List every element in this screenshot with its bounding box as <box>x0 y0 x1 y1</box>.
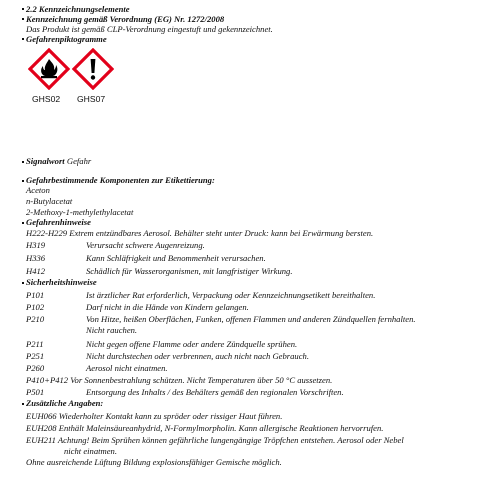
bullet <box>22 8 24 10</box>
hazard-text: Verursacht schwere Augenreizung. <box>86 240 205 250</box>
bullet <box>22 222 24 224</box>
hazard-code: H412 <box>26 266 46 276</box>
precaution-code: P501 <box>26 387 45 397</box>
hazard-code: H222-H229 <box>26 228 68 238</box>
bullet <box>22 282 24 284</box>
hazard-statement <box>26 228 373 238</box>
precaution-text: Von Hitze, heißen Oberflächen, Funken, offenen Flammen und anderen Zündquellen fernhalten. <box>86 314 416 324</box>
classification-note: Das Produkt ist gemäß CLP-Verordnung eingestuft und gekennzeichnet. <box>26 24 273 34</box>
additional-heading: Zusätzliche Angaben: <box>26 398 104 408</box>
flame-icon <box>28 48 70 90</box>
component-item: n-Butylacetat <box>26 196 73 206</box>
signal-word-label: Signalwort <box>26 156 65 166</box>
hazard-text: Kann Schläfrigkeit und Benommenheit verursachen. <box>86 253 266 263</box>
pictogram-code-ghs02: GHS02 <box>32 94 61 104</box>
pictogram-code-ghs07: GHS07 <box>77 94 106 104</box>
precaution-code: P102 <box>26 302 45 312</box>
regulation-heading: Kennzeichnung gemäß Verordnung (EG) Nr. 1272/2008 <box>26 14 225 24</box>
additional-item: EUH211 Achtung! Beim Sprühen können gefährliche lungengängige Tröpfchen entstehen. Aerosol oder Nebel <box>26 435 404 445</box>
precaution-code: P260 <box>26 363 45 373</box>
signal-word-row <box>26 156 91 166</box>
precaution-code: P101 <box>26 290 45 300</box>
bullet <box>22 403 24 405</box>
hazard-code: H319 <box>26 240 46 250</box>
precaution-code: P410+P412 <box>26 375 69 385</box>
additional-item: EUH066 Wiederholter Kontakt kann zu spröder oder rissiger Haut führen. <box>26 411 283 421</box>
precaution-code: P210 <box>26 314 45 324</box>
section-heading: 2.2 Kennzeichnungselemente <box>26 4 130 14</box>
components-heading: Gefahrbestimmende Komponenten zur Etikettierung: <box>26 175 215 185</box>
precaution-text: Darf nicht in die Hände von Kindern gelangen. <box>86 302 249 312</box>
final-note: Ohne ausreichende Lüftung Bildung explosionsfähiger Gemische möglich. <box>26 457 282 467</box>
precaution-statement <box>26 375 332 385</box>
hazard-text: Schädlich für Wasserorganismen, mit langfristiger Wirkung. <box>86 266 293 276</box>
precaution-code: P251 <box>26 351 45 361</box>
additional-item: EUH208 Enthält Maleinsäureanhydrid, N-Formylmorpholin. Kann allergische Reaktionen hervorrufen. <box>26 423 384 433</box>
bullet <box>22 180 24 182</box>
component-item: Aceton <box>26 185 50 195</box>
hazard-heading: Gefahrenhinweise <box>26 217 91 227</box>
precaution-text: Aerosol nicht einatmen. <box>86 363 168 373</box>
signal-word: Gefahr <box>66 156 92 166</box>
precaution-text: Ist ärztlicher Rat erforderlich, Verpackung oder Kennzeichnungsetikett bereithalten. <box>86 290 376 300</box>
precaution-text: Vor Sonnenbestrahlung schützen. Nicht Temperaturen über 50 °C aussetzen. <box>70 375 333 385</box>
bullet <box>22 161 24 163</box>
precaution-text-continued: Nicht rauchen. <box>86 325 138 335</box>
hazard-code: H336 <box>26 253 46 263</box>
bullet <box>22 38 24 40</box>
exclamation-mark-icon <box>72 48 114 90</box>
precaution-code: P211 <box>26 339 44 349</box>
precaution-text: Entsorgung des Inhalts / des Behälters gemäß den regionalen Vorschriften. <box>86 387 344 397</box>
precaution-text: Nicht durchstechen oder verbrennen, auch nicht nach Gebrauch. <box>86 351 309 361</box>
precaution-heading: Sicherheitshinweise <box>26 277 97 287</box>
additional-item-continued: nicht einatmen. <box>64 446 117 456</box>
component-item: 2-Methoxy-1-methylethylacetat <box>26 207 134 217</box>
precaution-text: Nicht gegen offene Flamme oder andere Zündquelle sprühen. <box>86 339 298 349</box>
bullet <box>22 18 24 20</box>
hazard-text: Extrem entzündbares Aerosol. Behälter steht unter Druck: kann bei Erwärmung bersten. <box>69 228 374 238</box>
pictograms-heading: Gefahrenpiktogramme <box>26 34 107 44</box>
